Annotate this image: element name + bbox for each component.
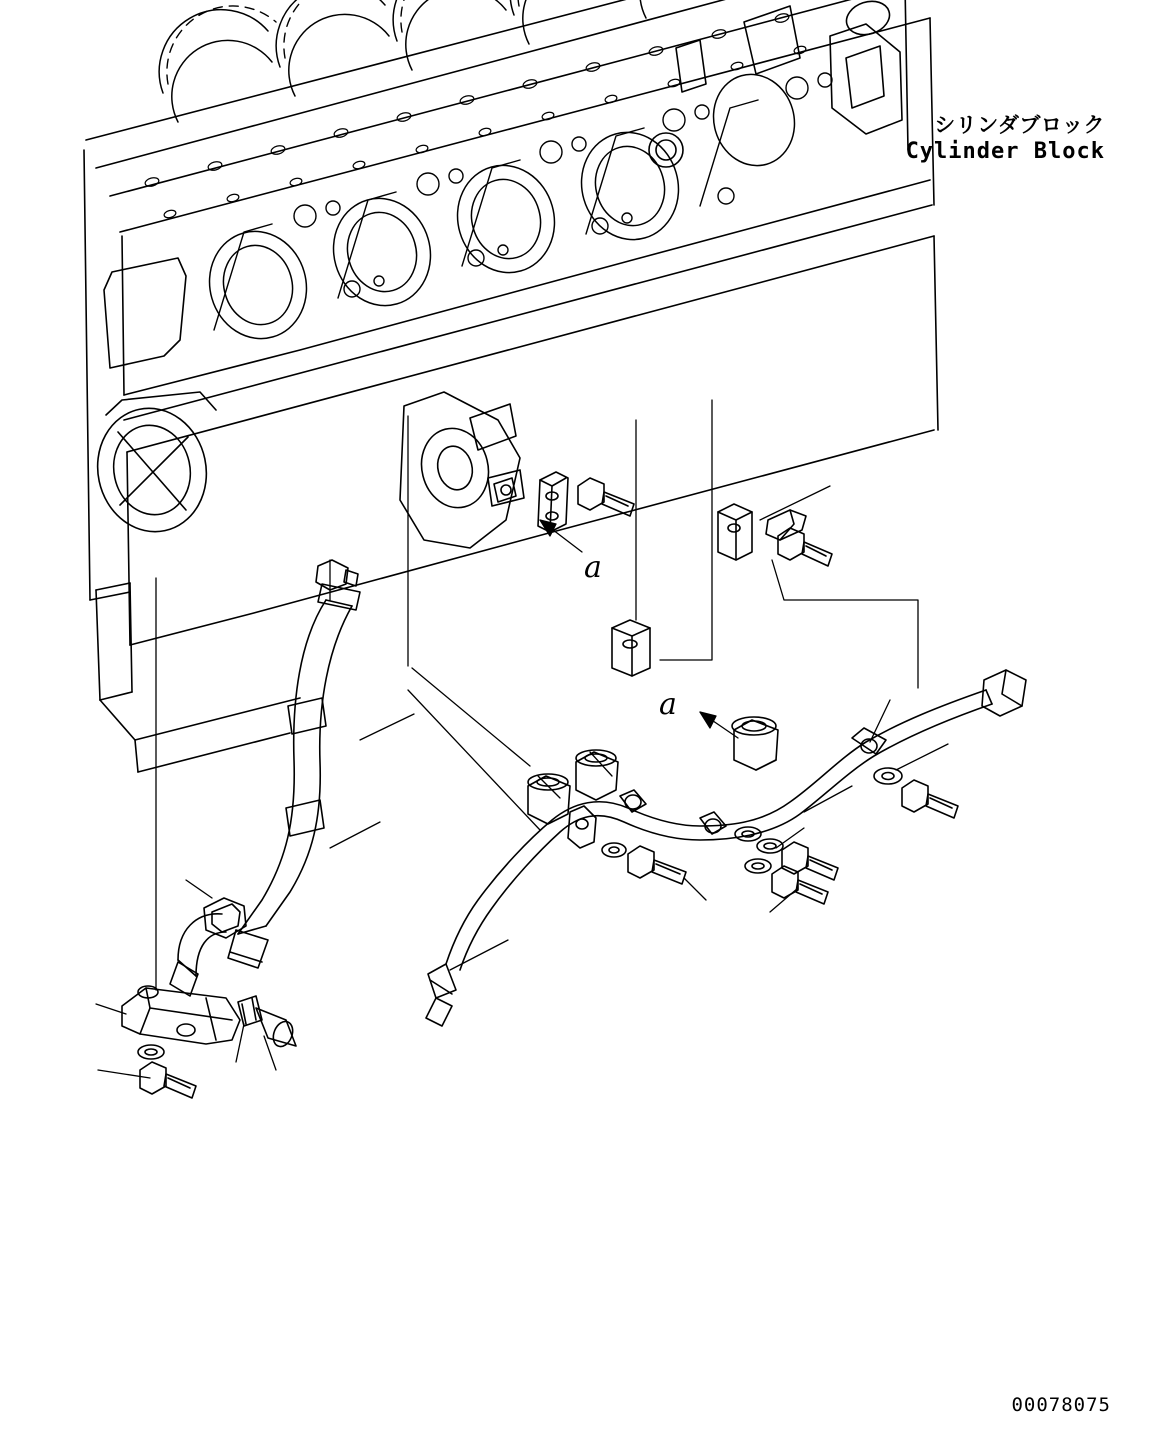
part-washer-bolt-right-upper [874, 768, 958, 818]
drawing-number: 00078075 [1011, 1394, 1111, 1416]
callout-a-middle: a [659, 687, 677, 722]
cylinder-block-body [84, 0, 938, 772]
part-main-pipe-left [228, 584, 360, 968]
part-washer-bolt-bottom-left [138, 1045, 196, 1098]
cylinder-block-label-jp: シリンダブロック [934, 113, 1105, 137]
cylinder-block-label [906, 112, 1105, 166]
part-small-connector-upper-left [316, 560, 358, 590]
part-sleeve-clamp-bottom [238, 996, 296, 1049]
part-bracket-middle [612, 620, 650, 676]
cylinder-block-label-en: Cylinder Block [905, 139, 1105, 165]
part-elbow-lower-left [170, 898, 246, 996]
part-grommet-pair-lower [528, 750, 618, 824]
part-long-tube-right [426, 670, 1026, 1026]
part-bolt-middle-lower [602, 843, 686, 884]
part-grommet-middle [732, 717, 778, 770]
part-bracket-bottom-left [122, 986, 240, 1044]
leader-lines [96, 400, 948, 1078]
callout-a-upper: a [584, 550, 602, 585]
